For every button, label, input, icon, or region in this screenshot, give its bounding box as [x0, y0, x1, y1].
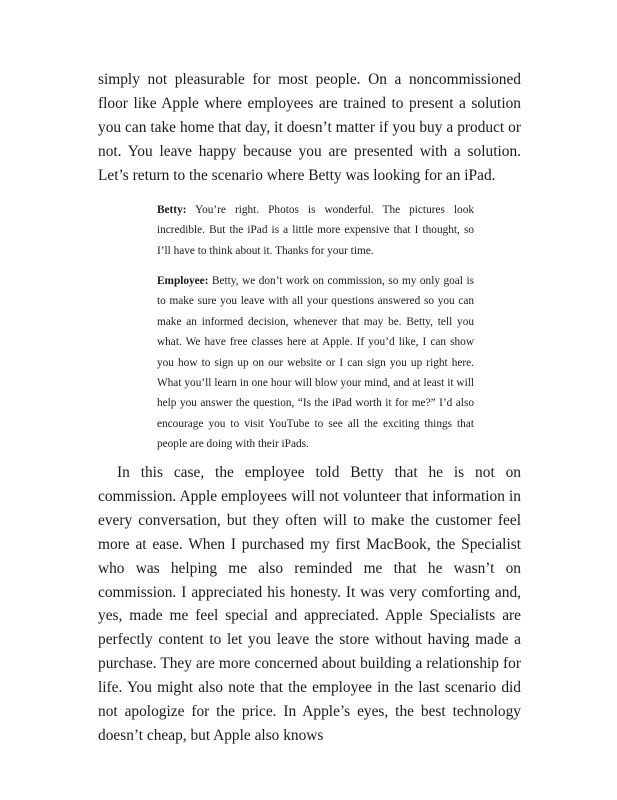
dialogue-text-employee: Betty, we don’t work on commission, so my only goal is to make sure you leave with all your questions answered so you can make an informed decision, whenever that may be. Betty, tell you what. We have free classes here at Apple. If you’d like, I can show you how to sign up on our website or I can sign you up right here. What you’ll learn in one hour will blow your mind, and at least it will help you answer the question, “Is the iPad worth it for me?” I’d also encourage you to visit YouTube to see all the exciting things that people are doing with their iPads.	[157, 275, 474, 451]
speaker-label-employee: Employee:	[157, 275, 209, 287]
dialogue-text-betty: You’re right. Photos is wonderful. The pictures look incredible. But the iPad is a little more expensive that I thought, so I’ll have to think about it. Thanks for your time.	[157, 204, 474, 257]
body-paragraph-2: In this case, the employee told Betty that he is not on commission. Apple employees will not volunteer that information in every conversation, but they often will to make the customer feel more at ease. When I purchased my first MacBook, the Specialist who was helping me also reminded me that he wasn’t on commission. I appreciated his honesty. It was very comforting and, yes, made me feel special and appreciated. Apple Specialists are perfectly content to let you leave the store without having made a purchase. They are more concerned about building a relationship for life. You might also note that the employee in the last scenario did not apologize for the price. In Apple’s eyes, the best technology doesn’t cheap, but Apple also knows	[98, 464, 521, 744]
speaker-label-betty: Betty:	[157, 204, 187, 216]
dialogue-line-employee	[157, 271, 474, 455]
dialogue-line-betty	[157, 200, 474, 261]
body-paragraph-1: simply not pleasurable for most people. On a noncommissioned floor like Apple where employees are trained to present a solution you can take home that day, it doesn’t matter if you buy a product or not. You leave happy because you are presented with a solution. Let’s return to the scenario where Betty was looking for an iPad.	[98, 71, 521, 184]
